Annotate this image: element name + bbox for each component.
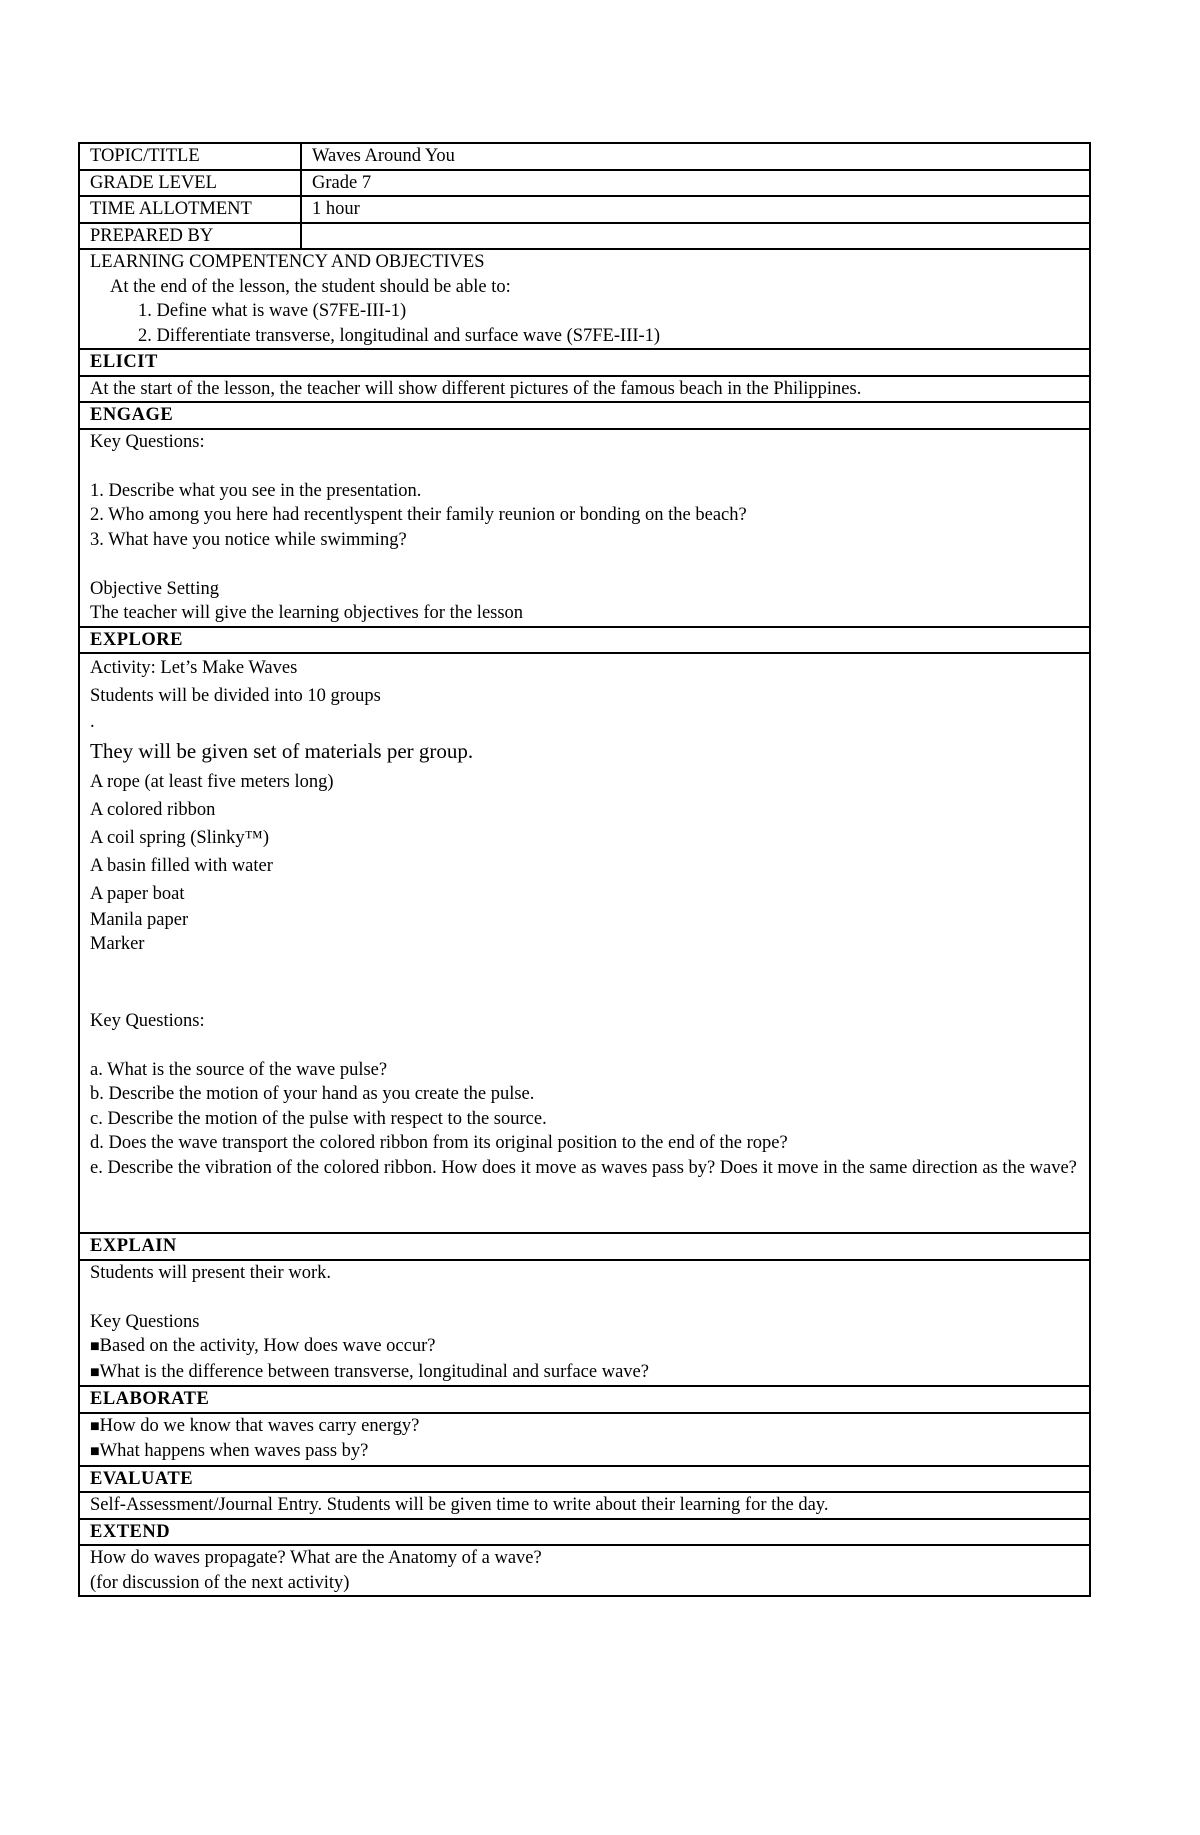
evaluate-heading-row — [79, 1466, 1090, 1493]
elaborate-question: How do we know that waves carry energy? — [99, 1415, 420, 1436]
square-bullet-icon: ■ — [90, 1338, 100, 1355]
evaluate-text: Self-Assessment/Journal Entry. Students will be given time to write about their learning for the day. — [79, 1492, 1090, 1519]
time-label: TIME ALLOTMENT — [79, 196, 301, 223]
explain-question-item — [90, 1334, 1079, 1360]
elaborate-question-item — [90, 1414, 1079, 1440]
time-value: 1 hour — [301, 196, 1090, 223]
evaluate-body-row — [79, 1492, 1090, 1519]
engage-question: 1. Describe what you see in the presentation. — [90, 480, 422, 501]
elicit-heading: ELICIT — [79, 349, 1090, 376]
engage-body — [79, 429, 1090, 627]
explore-body — [79, 653, 1090, 1233]
explore-question: e. Describe the vibration of the colored ribbon. How does it move as waves pass by? Does it move in the same direction as the wave? — [90, 1157, 1077, 1178]
material-item: A colored ribbon — [90, 799, 216, 820]
objectives-row — [79, 249, 1090, 349]
square-bullet-icon: ■ — [90, 1363, 100, 1381]
materials-intro: They will be given set of materials per group. — [90, 738, 474, 763]
objectives-title: LEARNING COMPENTENCY AND OBJECTIVES — [90, 252, 485, 272]
explore-question: a. What is the source of the wave pulse? — [90, 1059, 388, 1080]
elaborate-question: What happens when waves pass by? — [99, 1441, 369, 1461]
topic-label: TOPIC/TITLE — [79, 143, 301, 170]
engage-body-row — [79, 429, 1090, 627]
extend-heading: EXTEND — [79, 1519, 1090, 1546]
elaborate-body — [79, 1413, 1090, 1466]
extend-line: (for discussion of the next activity) — [90, 1572, 350, 1593]
elaborate-question-item — [90, 1439, 1079, 1465]
explain-body-row — [79, 1260, 1090, 1387]
explain-question-item — [90, 1360, 1079, 1386]
objective-setting-label: Objective Setting — [90, 578, 219, 599]
explain-heading: EXPLAIN — [79, 1233, 1090, 1260]
time-row — [79, 196, 1090, 223]
objectives-cell — [79, 249, 1090, 349]
explore-heading-row — [79, 627, 1090, 654]
prepared-label: PREPARED BY — [79, 223, 301, 250]
explain-body — [79, 1260, 1090, 1387]
explain-text: Students will present their work. — [90, 1262, 331, 1283]
elicit-body-row — [79, 376, 1090, 403]
material-item: Manila paper — [90, 909, 189, 930]
square-bullet-icon: ■ — [90, 1417, 100, 1435]
extend-heading-row — [79, 1519, 1090, 1546]
extend-body — [79, 1545, 1090, 1596]
material-item: A paper boat — [90, 883, 185, 904]
engage-question: 3. What have you notice while swimming? — [90, 529, 407, 550]
material-item: Marker — [90, 934, 145, 954]
elaborate-body-row — [79, 1413, 1090, 1466]
explain-question: What is the difference between transverse, longitudinal and surface wave? — [99, 1361, 649, 1382]
explore-groups: Students will be divided into 10 groups — [90, 686, 381, 706]
explore-question: d. Does the wave transport the colored ribbon from its original position to the end of the rope? — [90, 1133, 788, 1153]
material-item: A basin filled with water — [90, 855, 273, 876]
explain-heading-row — [79, 1233, 1090, 1260]
grade-row — [79, 170, 1090, 197]
evaluate-heading: EVALUATE — [79, 1466, 1090, 1493]
topic-value: Waves Around You — [301, 143, 1090, 170]
objective-item: 2. Differentiate transverse, longitudinal and surface wave (S7FE-III-1) — [138, 325, 661, 346]
engage-heading: ENGAGE — [79, 402, 1090, 429]
grade-value: Grade 7 — [301, 170, 1090, 197]
square-bullet-icon: ■ — [90, 1443, 100, 1460]
explore-question: b. Describe the motion of your hand as you create the pulse. — [90, 1084, 535, 1104]
extend-body-row — [79, 1545, 1090, 1596]
extend-line: How do waves propagate? What are the Anatomy of a wave? — [90, 1548, 542, 1568]
prepared-row — [79, 223, 1090, 250]
elicit-heading-row — [79, 349, 1090, 376]
elaborate-heading-row — [79, 1386, 1090, 1413]
engage-heading-row — [79, 402, 1090, 429]
engage-key-questions-label: Key Questions: — [90, 431, 205, 452]
lesson-plan-table — [78, 142, 1091, 1597]
explore-heading: EXPLORE — [79, 627, 1090, 654]
objective-setting-text: The teacher will give the learning objectives for the lesson — [90, 603, 524, 623]
elaborate-heading: ELABORATE — [79, 1386, 1090, 1413]
explore-key-questions-label: Key Questions: — [90, 1010, 205, 1031]
explain-question: Based on the activity, How does wave occur? — [99, 1336, 436, 1356]
topic-row — [79, 143, 1090, 170]
explore-question: c. Describe the motion of the pulse with respect to the source. — [90, 1108, 547, 1129]
explore-dot: . — [90, 712, 95, 732]
grade-label: GRADE LEVEL — [79, 170, 301, 197]
engage-question: 2. Who among you here had recentlyspent their family reunion or bonding on the beach? — [90, 505, 747, 525]
objective-item: 1. Define what is wave (S7FE-III-1) — [138, 301, 407, 321]
explore-body-row — [79, 653, 1090, 1233]
material-item: A rope (at least five meters long) — [90, 771, 334, 792]
elicit-text: At the start of the lesson, the teacher will show different pictures of the famous beach in the Philippines. — [79, 376, 1090, 403]
prepared-value — [301, 223, 1090, 250]
material-item: A coil spring (Slinky™) — [90, 827, 269, 848]
explore-activity: Activity: Let’s Make Waves — [90, 658, 298, 678]
objectives-intro: At the end of the lesson, the student should be able to: — [110, 276, 511, 297]
explain-key-questions-label: Key Questions — [90, 1311, 200, 1332]
